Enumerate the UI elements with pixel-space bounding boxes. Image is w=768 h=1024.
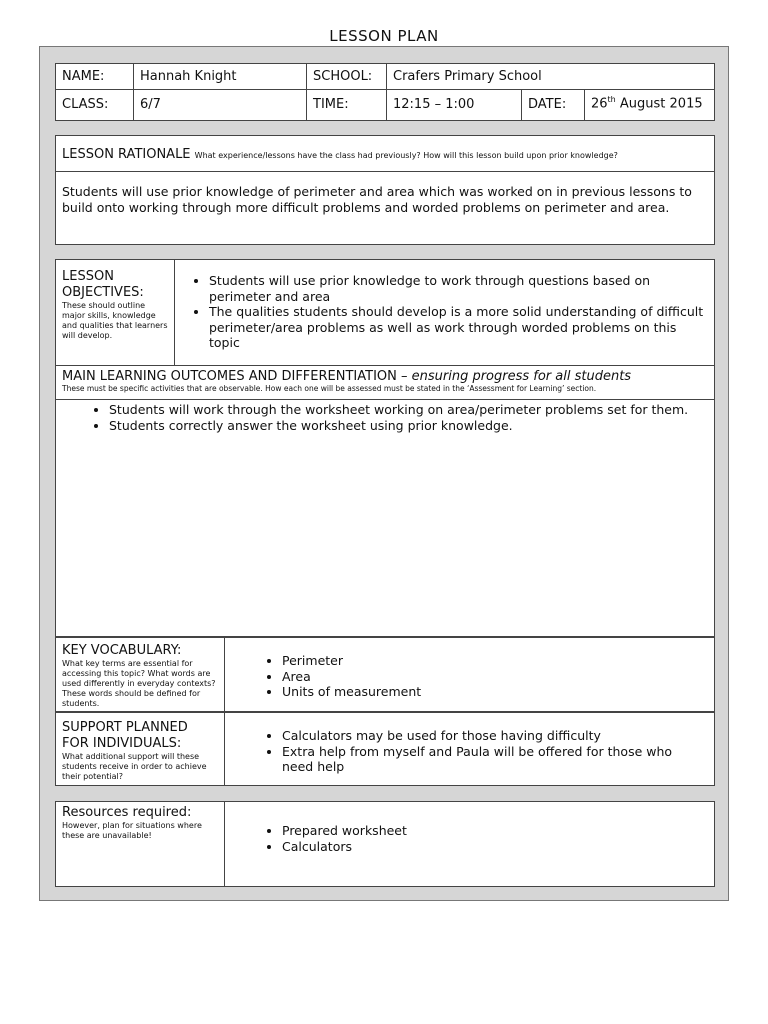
time-value: 12:15 – 1:00 — [393, 97, 475, 112]
list-item: • Calculators may be used for those having difficulty — [282, 728, 703, 744]
support-list — [260, 728, 703, 775]
resources-heading: Resources required: — [62, 805, 192, 820]
outcomes-heading-cell — [56, 366, 716, 396]
list-item: • Prepared worksheet — [282, 823, 703, 839]
resources-list — [260, 823, 703, 854]
lesson-plan-frame — [39, 46, 729, 901]
outcomes-list-cell — [81, 399, 711, 436]
support-section — [55, 712, 715, 786]
support-heading-cell — [56, 717, 224, 785]
name-label: NAME: — [62, 69, 105, 84]
vocabulary-list-cell — [254, 650, 709, 703]
rationale-text: Students will use prior knowledge of perimeter and area which was worked on in previous lessons to build onto working through more difficult problems and worded problems on perimeter and area. — [62, 184, 692, 215]
objectives-list-cell — [181, 270, 711, 354]
school-value: Crafers Primary School — [393, 69, 542, 84]
resources-section — [55, 801, 715, 887]
list-item: • Extra help from myself and Paula will be offered for those who need help — [282, 744, 703, 775]
list-item: • Students will work through the worksheet working on area/perimeter problems set for them. — [109, 402, 705, 418]
support-heading: SUPPORT PLANNED FOR INDIVIDUALS: — [62, 720, 188, 751]
list-item: • Students correctly answer the worksheet using prior knowledge. — [109, 418, 705, 434]
objectives-prompt: These should outline major skills, knowledge and qualities that learners will develop. — [62, 301, 168, 340]
rationale-prompt: What experience/lessons have the class had previously? How will this lesson build upon prior knowledge? — [194, 151, 618, 160]
date-value: 26th August 2015 — [591, 95, 703, 112]
vocabulary-heading-cell — [56, 640, 224, 712]
page-title: LESSON PLAN — [329, 27, 439, 45]
outcomes-list — [87, 402, 705, 433]
objectives-heading: LESSON OBJECTIVES: — [62, 269, 144, 300]
list-item: • The qualities students should develop is a more solid understanding of difficult perimeter/area problems as well as work through worded problems on this topic — [209, 304, 705, 351]
objectives-list — [187, 273, 705, 351]
rationale-heading: LESSON RATIONALE What experience/lessons have the class had previously? How will this lesson build upon prior knowledge? — [62, 147, 618, 162]
vocabulary-heading: KEY VOCABULARY: — [62, 643, 182, 658]
name-value: Hannah Knight — [140, 69, 237, 84]
support-list-cell — [254, 725, 709, 778]
class-value: 6/7 — [140, 97, 161, 112]
header-table — [55, 63, 715, 121]
support-prompt: What additional support will these students receive in order to achieve their potential? — [62, 752, 207, 781]
objectives-heading-cell — [56, 266, 174, 344]
objectives-outcomes-section — [55, 259, 715, 637]
list-item: • Students will use prior knowledge to work through questions based on perimeter and area — [209, 273, 705, 304]
outcomes-prompt: These must be specific activities that are observable. How each one will be assessed must be stated in the ‘Assessment for Learning’ section. — [62, 384, 597, 393]
class-label: CLASS: — [62, 97, 109, 112]
date-label: DATE: — [528, 97, 567, 112]
list-item: • Area — [282, 669, 703, 685]
resources-heading-cell — [56, 802, 224, 844]
time-label: TIME: — [313, 97, 349, 112]
list-item: • Perimeter — [282, 653, 703, 669]
vocabulary-section — [55, 637, 715, 712]
outcomes-heading: MAIN LEARNING OUTCOMES AND DIFFERENTIATION – ensuring progress for all students — [62, 369, 632, 384]
list-item: • Calculators — [282, 839, 703, 855]
resources-list-cell — [254, 820, 709, 857]
vocabulary-prompt: What key terms are essential for accessing this topic? What words are used differently in everyday contexts? These words should be defined for students. — [62, 659, 216, 708]
resources-prompt: However, plan for situations where these are unavailable! — [62, 821, 202, 840]
vocabulary-list — [260, 653, 703, 700]
list-item: • Units of measurement — [282, 684, 703, 700]
school-label: SCHOOL: — [313, 69, 373, 84]
rationale-section — [55, 135, 715, 245]
